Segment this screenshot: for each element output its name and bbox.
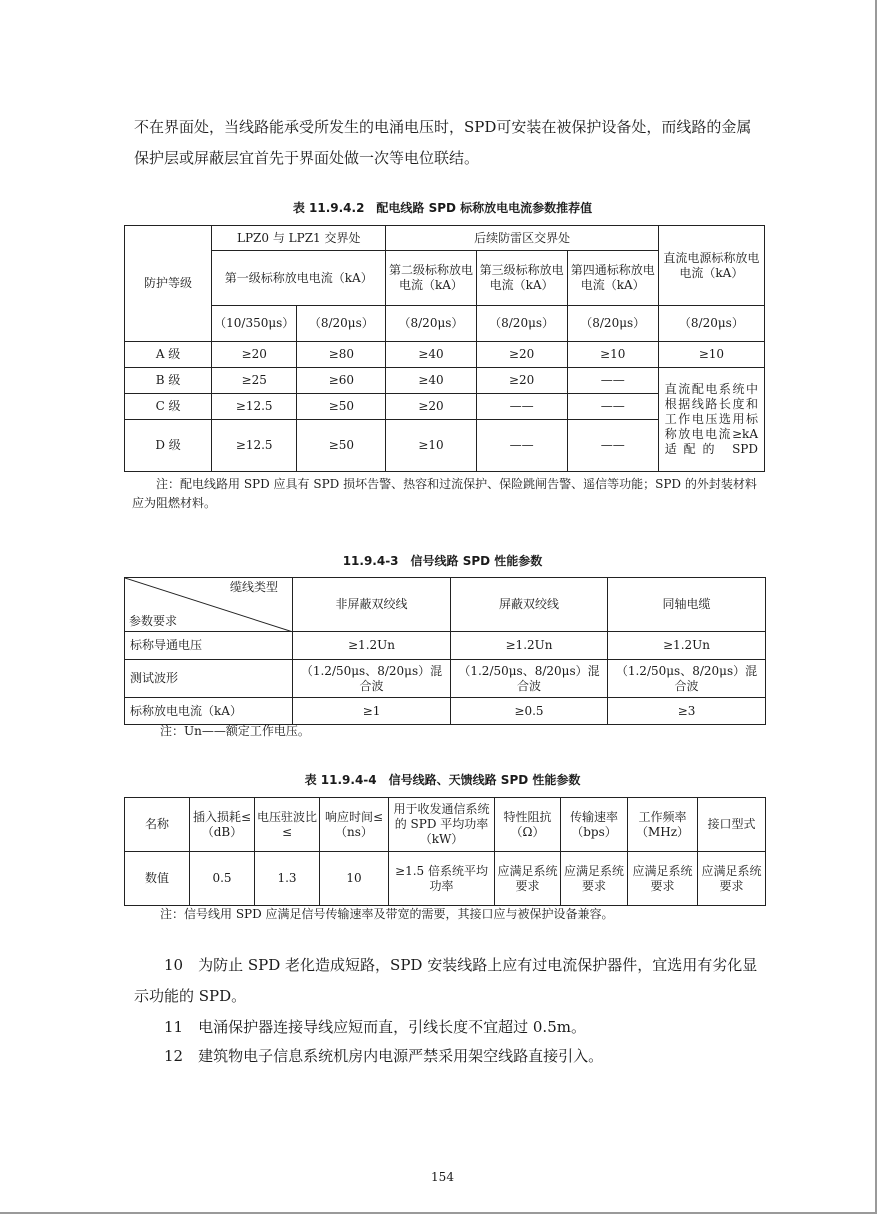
col-coaxial-cable: 同轴电缆	[608, 578, 766, 632]
item-text: 建筑物电子信息系统机房内电源严禁采用架空线路直接引入。	[198, 1047, 604, 1065]
cell: ≥60	[297, 368, 386, 394]
row-label: 测试波形	[125, 660, 293, 698]
header-subsequent-zone: 后续防雷区交界处	[386, 226, 658, 251]
table-antenna-spd-params	[124, 797, 766, 906]
header-insertion-loss: 插入损耗≤（dB）	[190, 798, 255, 852]
table-spd-power-discharge-current	[124, 225, 765, 472]
cell: ≥1.5 倍系统平均功率	[389, 852, 495, 906]
table3-note: 注：信号线用 SPD 应满足信号传输速率及带宽的需要，其接口应与被保护设备兼容。	[160, 907, 614, 921]
cell: ≥40	[386, 342, 476, 368]
list-item-10	[134, 950, 764, 1012]
row-label: 标称放电电流（kA）	[125, 698, 293, 725]
header-name: 名称	[125, 798, 190, 852]
cell: ≥10	[567, 342, 658, 368]
header-param-requirement: 参数要求	[129, 614, 178, 628]
table-row	[125, 368, 765, 394]
col-shielded-twisted-pair: 屏蔽双绞线	[451, 578, 608, 632]
cell: 1.3	[255, 852, 320, 906]
cell: ——	[476, 394, 567, 420]
cell: ≥25	[212, 368, 297, 394]
cell: 应满足系统要求	[561, 852, 628, 906]
header-vswr: 电压驻波比≤	[255, 798, 320, 852]
cell: 应满足系统要求	[628, 852, 698, 906]
table2-caption: 11.9.4-3 信号线路 SPD 性能参数	[342, 554, 543, 568]
item-number: 11	[164, 1018, 184, 1036]
table-row	[125, 660, 766, 698]
item-text: 电涌保护器连接导线应短而直，引线长度不宜超过 0.5m。	[198, 1018, 586, 1036]
cell: ≥20	[212, 342, 297, 368]
cell-dc-a: ≥10	[658, 342, 764, 368]
header-cable-type: 缆线类型	[229, 580, 278, 594]
cell: （1.2/50μs、8/20μs）混合波	[451, 660, 608, 698]
header-fourth-level: 第四通标称放电电流（kA）	[567, 251, 658, 306]
cell: （1.2/50μs、8/20μs）混合波	[608, 660, 766, 698]
item-text: 为防止 SPD 老化造成短路，SPD 安装线路上应有过电流保护器件，宜选用有劣化显示功能的 SPD。	[134, 956, 758, 1005]
table2-note: 注：Un——额定工作电压。	[160, 724, 310, 738]
cell: （1.2/50μs、8/20μs）混合波	[293, 660, 451, 698]
cell: ≥1	[293, 698, 451, 725]
header-first-level: 第一级标称放电电流（kA）	[212, 251, 386, 306]
table1-note: 注：配电线路用 SPD 应具有 SPD 损坏告警、热容和过流保护、保险跳闸告警、遥信等功能；SPD 的外封装材料应为阻燃材料。	[132, 477, 757, 510]
table-row	[125, 698, 766, 725]
cell: ≥12.5	[212, 420, 297, 472]
header-frequency: 工作频率（MHz）	[628, 798, 698, 852]
cell: ≥0.5	[451, 698, 608, 725]
cell: ——	[476, 420, 567, 472]
wave-8-20: （8/20μs）	[476, 306, 567, 342]
wave-10-350: （10/350μs）	[212, 306, 297, 342]
row-label: 标称导通电压	[125, 632, 293, 660]
cell: ≥50	[297, 420, 386, 472]
header-response-time: 响应时间≤（ns）	[320, 798, 389, 852]
table1-caption: 表 11.9.4.2 配电线路 SPD 标称放电电流参数推荐值	[292, 201, 593, 215]
table-signal-spd-params	[124, 577, 766, 725]
cell: 应满足系统要求	[495, 852, 561, 906]
header-impedance: 特性阻抗（Ω）	[495, 798, 561, 852]
cell: ≥1.2Un	[293, 632, 451, 660]
cell: ≥12.5	[212, 394, 297, 420]
cell: 应满足系统要求	[698, 852, 766, 906]
wave-8-20: （8/20μs）	[297, 306, 386, 342]
cell-dc-note: 直流配电系统中根据线路长度和工作电压选用标称放电电流≥kA 适配的 SPD	[658, 368, 764, 472]
header-dc-current: 直流电源标称放电电流（kA）	[658, 226, 764, 306]
cell: 0.5	[190, 852, 255, 906]
cell: ≥80	[297, 342, 386, 368]
cell: ——	[567, 368, 658, 394]
header-protection-level: 防护等级	[125, 226, 212, 342]
intro-paragraph: 不在界面处，当线路能承受所发生的电涌电压时，SPD可安装在被保护设备处，而线路的金属保护层或屏蔽层宜首先于界面处做一次等电位联结。	[134, 118, 752, 167]
header-avg-power: 用于收发通信系统的 SPD 平均功率（kW）	[389, 798, 495, 852]
cell: ≥20	[476, 368, 567, 394]
header-transfer-rate: 传输速率（bps）	[561, 798, 628, 852]
list-item-12	[134, 1041, 764, 1072]
item-number: 10	[164, 956, 184, 974]
header-interface-type: 接口型式	[698, 798, 766, 852]
cell: ≥3	[608, 698, 766, 725]
col-unshielded-twisted-pair: 非屏蔽双绞线	[293, 578, 451, 632]
row-level: D 级	[125, 420, 212, 472]
header-lpz-boundary: LPZ0 与 LPZ1 交界处	[212, 226, 386, 251]
cell: ——	[567, 394, 658, 420]
cell: ≥50	[297, 394, 386, 420]
table3-caption: 表 11.9.4-4 信号线路、天馈线路 SPD 性能参数	[304, 773, 581, 787]
wave-8-20: （8/20μs）	[658, 306, 764, 342]
cell: ≥1.2Un	[451, 632, 608, 660]
table-row	[125, 342, 765, 368]
row-level: A 级	[125, 342, 212, 368]
cell: ≥10	[386, 420, 476, 472]
cell: ≥20	[386, 394, 476, 420]
header-second-level: 第二级标称放电电流（kA）	[386, 251, 476, 306]
wave-8-20: （8/20μs）	[386, 306, 476, 342]
wave-8-20: （8/20μs）	[567, 306, 658, 342]
row-level: B 级	[125, 368, 212, 394]
cell: ≥1.2Un	[608, 632, 766, 660]
table-row	[125, 852, 766, 906]
cell: ≥40	[386, 368, 476, 394]
cell: ——	[567, 420, 658, 472]
row-level: C 级	[125, 394, 212, 420]
diagonal-header-cell	[125, 578, 293, 632]
table-row	[125, 632, 766, 660]
item-number: 12	[164, 1047, 184, 1065]
cell: 10	[320, 852, 389, 906]
row-label: 数值	[125, 852, 190, 906]
cell: ≥20	[476, 342, 567, 368]
header-third-level: 第三级标称放电电流（kA）	[476, 251, 567, 306]
list-item-11	[134, 1012, 764, 1043]
page-number: 154	[431, 1170, 454, 1184]
